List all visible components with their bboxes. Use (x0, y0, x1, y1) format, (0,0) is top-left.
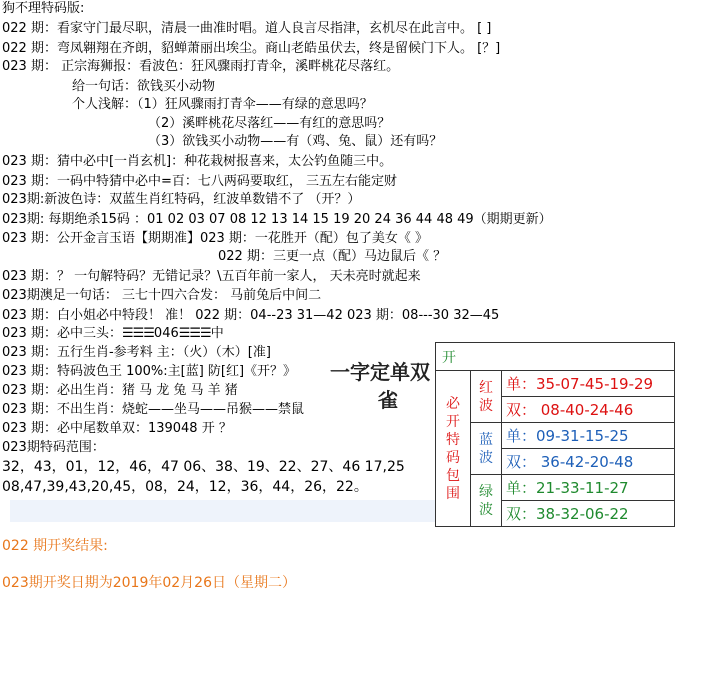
main-label-char: 必 (446, 395, 460, 412)
text-line: 023 期：一码中特猜中必中=百：七八两码要取红， 三五左右能定财 (2, 174, 397, 189)
must-three-heads (2, 325, 224, 342)
table-row: 单：09-31-15-25 (502, 423, 675, 449)
table-row: 双：38-32-06-22 (502, 501, 675, 527)
text-line: 023 期：特码波色王 100%:主[蓝] 防[红]《开？》 (2, 364, 297, 379)
label-char: 红 (479, 379, 493, 396)
main-label-char: 围 (446, 485, 460, 502)
text-line: 023 期：必中三头： (2, 326, 122, 341)
text-line: 023 期：猜中必中[一肖玄机]：种花栽树报喜来，太公钓鱼随三中。 (2, 154, 393, 169)
text-line: 给一句话：欲钱买小动物 (72, 79, 216, 94)
text-line: 023 期：不出生肖：烧蛇——坐马——吊猴——禁鼠 (2, 402, 304, 417)
text-line: 023期: 每期绝杀15码 ：01 02 03 07 08 12 13 14 15 19 20 24 36 44 48 49（期期更新） (2, 212, 552, 227)
text-line: 023 期：五行生肖-参考料 主：（火）（木）[准] (2, 345, 271, 360)
label-char: 波 (479, 397, 493, 414)
table-row: 单：35-07-45-19-29 (502, 371, 675, 397)
main-label-char: 包 (446, 467, 460, 484)
text-line: 32，43，01，12，46，47 06、38、19、22、27、46 17,25 (2, 459, 405, 475)
text-line: 023期特码范围： (2, 440, 105, 455)
text-line: 023 期： 正宗海狮报：看波色：狂风骤雨打青伞，溪畔桃花尽落红。 (2, 59, 400, 74)
text-line: 个人浅解：（1）狂风骤雨打青伞——有绿的意思吗？ (72, 97, 373, 112)
text-line: 023期:新波色诗：双蓝生肖红特码，红波单数错不了 （开？） (2, 192, 361, 207)
text-line: 023 期：必出生肖：猪 马 龙 兔 马 羊 猪 (2, 383, 238, 398)
text-line: 046 (153, 326, 179, 341)
text-line: 023 期：必中尾数单双：139048 开 ？ (2, 421, 232, 436)
bars-graphic: ☰☰☰ (121, 326, 154, 341)
result-title: 022 期开奖结果: (2, 538, 108, 554)
main-label-char: 开 (446, 413, 460, 430)
text-line: 022 期：三更一点（配）马边鼠后《 ？ (218, 249, 447, 264)
bars-graphic: ☰☰☰ (178, 326, 211, 341)
stamp-text: 一字定单双 (330, 360, 430, 384)
text-line: 08,47,39,43,20,45，08，24，12，36，44，26，22。 (2, 479, 368, 495)
label-char: 波 (479, 449, 493, 466)
special-code-table (435, 342, 675, 527)
text-line: 022 期：看家守门最尽职，清晨一曲准时唱。道人良言尽指津，玄机尽在此言中。 [ ] (2, 21, 492, 36)
page-header: 狗不理特码版: (2, 1, 85, 16)
text-line: 023 期：白小姐必中特段！ 准！ 022 期：04--23 31—42 023 期：08---30 32—45 (2, 308, 500, 323)
text-line: 023 期：？ 一句解特码？无错记录？\五百年前一家人， 天未亮时就起来 (2, 269, 421, 284)
table-row: 双： 36-42-20-48 (502, 449, 675, 475)
blue-wave-label (471, 423, 502, 475)
main-label (436, 371, 471, 527)
table-row: 双： 08-40-24-46 (502, 397, 675, 423)
label-char: 蓝 (479, 431, 493, 448)
main-label-char: 码 (446, 449, 460, 466)
background-strip (10, 500, 435, 522)
draw-date: 023期开奖日期为2019年02月26日（星期二） (2, 575, 296, 591)
label-char: 绿 (479, 483, 493, 500)
green-wave-label (471, 475, 502, 527)
label-char: 波 (479, 501, 493, 518)
stamp-text: 雀 (378, 388, 398, 412)
red-wave-label (471, 371, 502, 423)
main-label-char: 特 (446, 431, 460, 448)
text-line: 022 期：弯凤翱翔在齐朗，貂蝉萧丽出埃尘。商山老皓虽伏去，终是留候门下人。 [？] (2, 41, 501, 56)
text-line: 023期澳足一句话： 三七十四六合发： 马前兔后中间二 (2, 288, 322, 303)
table-title: 开 (436, 343, 675, 371)
text-line: （2）溪畔桃花尽落红——有红的意思吗？ (148, 116, 391, 131)
table-row: 单：21-33-11-27 (502, 475, 675, 501)
text-line: 023 期：公开金言玉语【期期准】023 期：一花胜开（配）包了美女《 》 (2, 231, 429, 246)
text-line: 中 (210, 326, 224, 341)
text-line: （3）欲钱买小动物——有（鸡、兔、鼠）还有吗？ (148, 134, 443, 149)
